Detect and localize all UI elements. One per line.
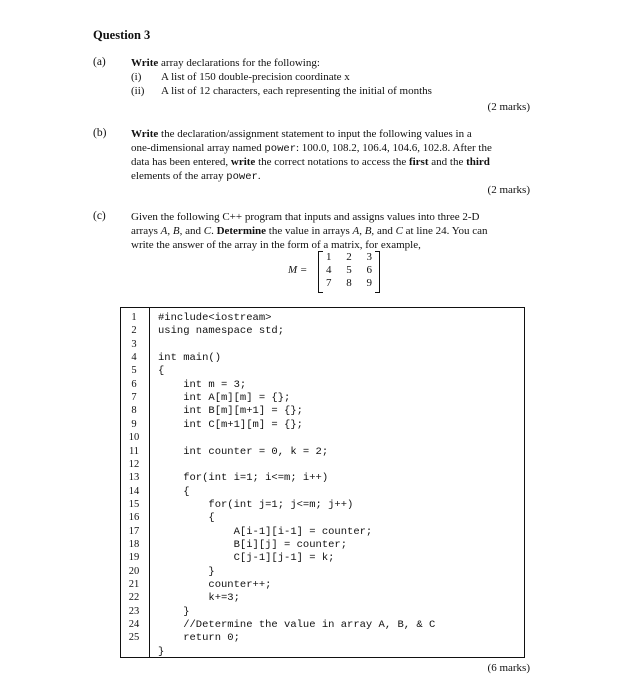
part-a-marks: (2 marks) — [487, 101, 530, 113]
matrix-row-3 — [326, 277, 372, 290]
line-number: 14 — [128, 485, 140, 497]
code-line: int B[m][m+1] = {}; — [158, 405, 303, 418]
code-closing-brace: } — [158, 646, 165, 658]
part-b-bold-first: first — [408, 156, 429, 168]
matrix-cell: 8 — [346, 277, 352, 289]
line-number: 21 — [128, 579, 140, 590]
matrix-row-1 — [326, 251, 372, 264]
part-a-item-2-text: A list of 12 characters, each representing the initial of months — [161, 85, 432, 97]
part-b-array-name: power — [264, 143, 296, 155]
line-number: 17 — [128, 525, 140, 537]
line-number: 1 — [131, 312, 137, 323]
line-number: 10 — [128, 432, 140, 444]
part-a-item-2-num: (ii) — [131, 85, 145, 97]
code-line: B[i][j] = counter; — [158, 538, 348, 551]
line-number: 22 — [128, 592, 140, 604]
part-c-and: and — [182, 225, 204, 237]
code-line: //Determine the value in array A, B, & C — [158, 619, 436, 632]
line-number-gutter — [121, 308, 150, 657]
code-line: } — [158, 565, 215, 578]
line-number: 2 — [131, 325, 137, 337]
matrix-label: M = — [288, 264, 308, 276]
code-line: A[i-1][i-1] = counter; — [158, 525, 373, 538]
part-b-line-4-post: . — [257, 170, 261, 182]
matrix-left-bracket — [318, 251, 323, 293]
part-b-line-4 — [131, 169, 261, 184]
part-b-array-name-2: power — [226, 171, 258, 183]
line-number: 9 — [131, 418, 137, 430]
line-number: 16 — [128, 512, 140, 524]
part-b-line-3-mid: the correct notations to access the — [255, 156, 409, 168]
part-c-var-c-2: C — [395, 225, 403, 237]
part-b-line-2-pre: one-dimensional array named — [131, 142, 265, 154]
line-number: 12 — [128, 458, 140, 470]
line-number: 3 — [131, 338, 137, 350]
part-c-line-2-rest: the value in arrays — [266, 225, 353, 237]
part-b-bold-write: Write — [131, 128, 159, 140]
code-line: C[j-1][j-1] = k; — [158, 552, 335, 565]
line-number: 18 — [128, 538, 140, 550]
code-line: int C[m+1][m] = {}; — [158, 418, 303, 431]
code-line: int main() — [158, 352, 222, 365]
question-title: Question 3 — [93, 28, 151, 42]
part-b-line-2 — [131, 141, 492, 156]
matrix-cell: 9 — [366, 277, 372, 289]
matrix-cell: 6 — [366, 264, 372, 276]
code-line: int A[m][m] = {}; — [158, 392, 291, 405]
code-line: using namespace std; — [158, 325, 285, 338]
part-c-marks: (6 marks) — [487, 662, 530, 674]
code-line: { — [158, 512, 215, 525]
part-b-line-4-pre: elements of the array — [131, 170, 227, 182]
part-b-label: (b) — [93, 127, 107, 139]
part-a-item-1-num: (i) — [131, 71, 142, 83]
matrix-cell: 3 — [366, 251, 372, 263]
code-line: { — [158, 485, 190, 498]
matrix-cell: 2 — [346, 251, 352, 263]
line-number: 15 — [128, 498, 140, 510]
part-c-dot: . — [211, 225, 217, 237]
part-b-line-1-text: the declaration/assignment statement to input the following values in a — [158, 128, 472, 140]
part-a-instruction-bold: Write — [131, 57, 159, 69]
code-line: { — [158, 365, 165, 378]
line-number: 23 — [128, 605, 140, 617]
part-b-line-1 — [131, 127, 472, 141]
part-a-label: (a) — [93, 56, 106, 68]
code-line: k+=3; — [158, 592, 240, 605]
part-b-line-3 — [131, 155, 490, 169]
code-line: for(int i=1; i<=m; i++) — [158, 472, 329, 485]
matrix-cell: 1 — [326, 251, 332, 263]
line-number: 4 — [131, 352, 137, 364]
part-b-line-3-and: and the — [428, 156, 467, 168]
line-number: 19 — [128, 552, 140, 564]
code-line: } — [158, 605, 190, 618]
line-number: 20 — [128, 565, 140, 577]
part-a-item-1-text: A list of 150 double-precision coordinate x — [161, 71, 350, 83]
matrix-cell: 4 — [326, 264, 332, 276]
code-line: for(int j=1; j<=m; j++) — [158, 498, 354, 511]
example-matrix — [318, 251, 380, 293]
code-listing — [120, 307, 525, 658]
line-number: 24 — [128, 619, 140, 631]
code-line: #include<iostream> — [158, 312, 272, 324]
line-number: 8 — [131, 405, 137, 417]
part-b-bold-third: third — [466, 156, 490, 168]
matrix-cell: 7 — [326, 277, 332, 289]
code-line: return 0; — [158, 632, 240, 645]
part-c-line-2-end: at line 24. You can — [402, 225, 488, 237]
part-a-instruction — [131, 56, 320, 70]
part-c-line-1: Given the following C++ program that inputs and assigns values into three 2-D — [131, 211, 480, 223]
part-c-var-c: C — [203, 225, 212, 237]
matrix-row-2 — [326, 264, 372, 277]
part-c-line-2 — [131, 224, 488, 238]
part-b-line-2-post: : 100.0, 108.2, 106.4, 104.6, 102.8. After the — [296, 142, 492, 154]
line-number: 11 — [128, 445, 140, 457]
part-c-vars-ab: A, B, — [160, 225, 183, 237]
part-b-line-3-pre: data has been entered, — [131, 156, 231, 168]
part-c-and-2: and — [374, 225, 396, 237]
code-line: int m = 3; — [158, 378, 247, 391]
part-c-bold-determine: Determine — [216, 225, 267, 237]
line-number: 13 — [128, 472, 140, 484]
matrix-cell: 5 — [346, 264, 352, 276]
code-line: int counter = 0, k = 2; — [158, 445, 329, 458]
part-a-instruction-text: array declarations for the following: — [158, 57, 320, 69]
line-number: 7 — [131, 392, 137, 404]
part-c-line-3: write the answer of the array in the form of a matrix, for example, — [131, 239, 421, 251]
line-number: 6 — [131, 378, 137, 390]
part-b-bold-write-2: write — [230, 156, 256, 168]
part-c-label: (c) — [93, 210, 106, 222]
line-number: 5 — [131, 365, 137, 377]
part-b-marks: (2 marks) — [487, 184, 530, 196]
part-c-vars-ab-2: A, B, — [352, 225, 375, 237]
code-line: counter++; — [158, 579, 272, 591]
matrix-right-bracket — [375, 251, 380, 293]
line-number: 25 — [128, 632, 140, 644]
part-c-line-2-pre: arrays — [131, 225, 161, 237]
